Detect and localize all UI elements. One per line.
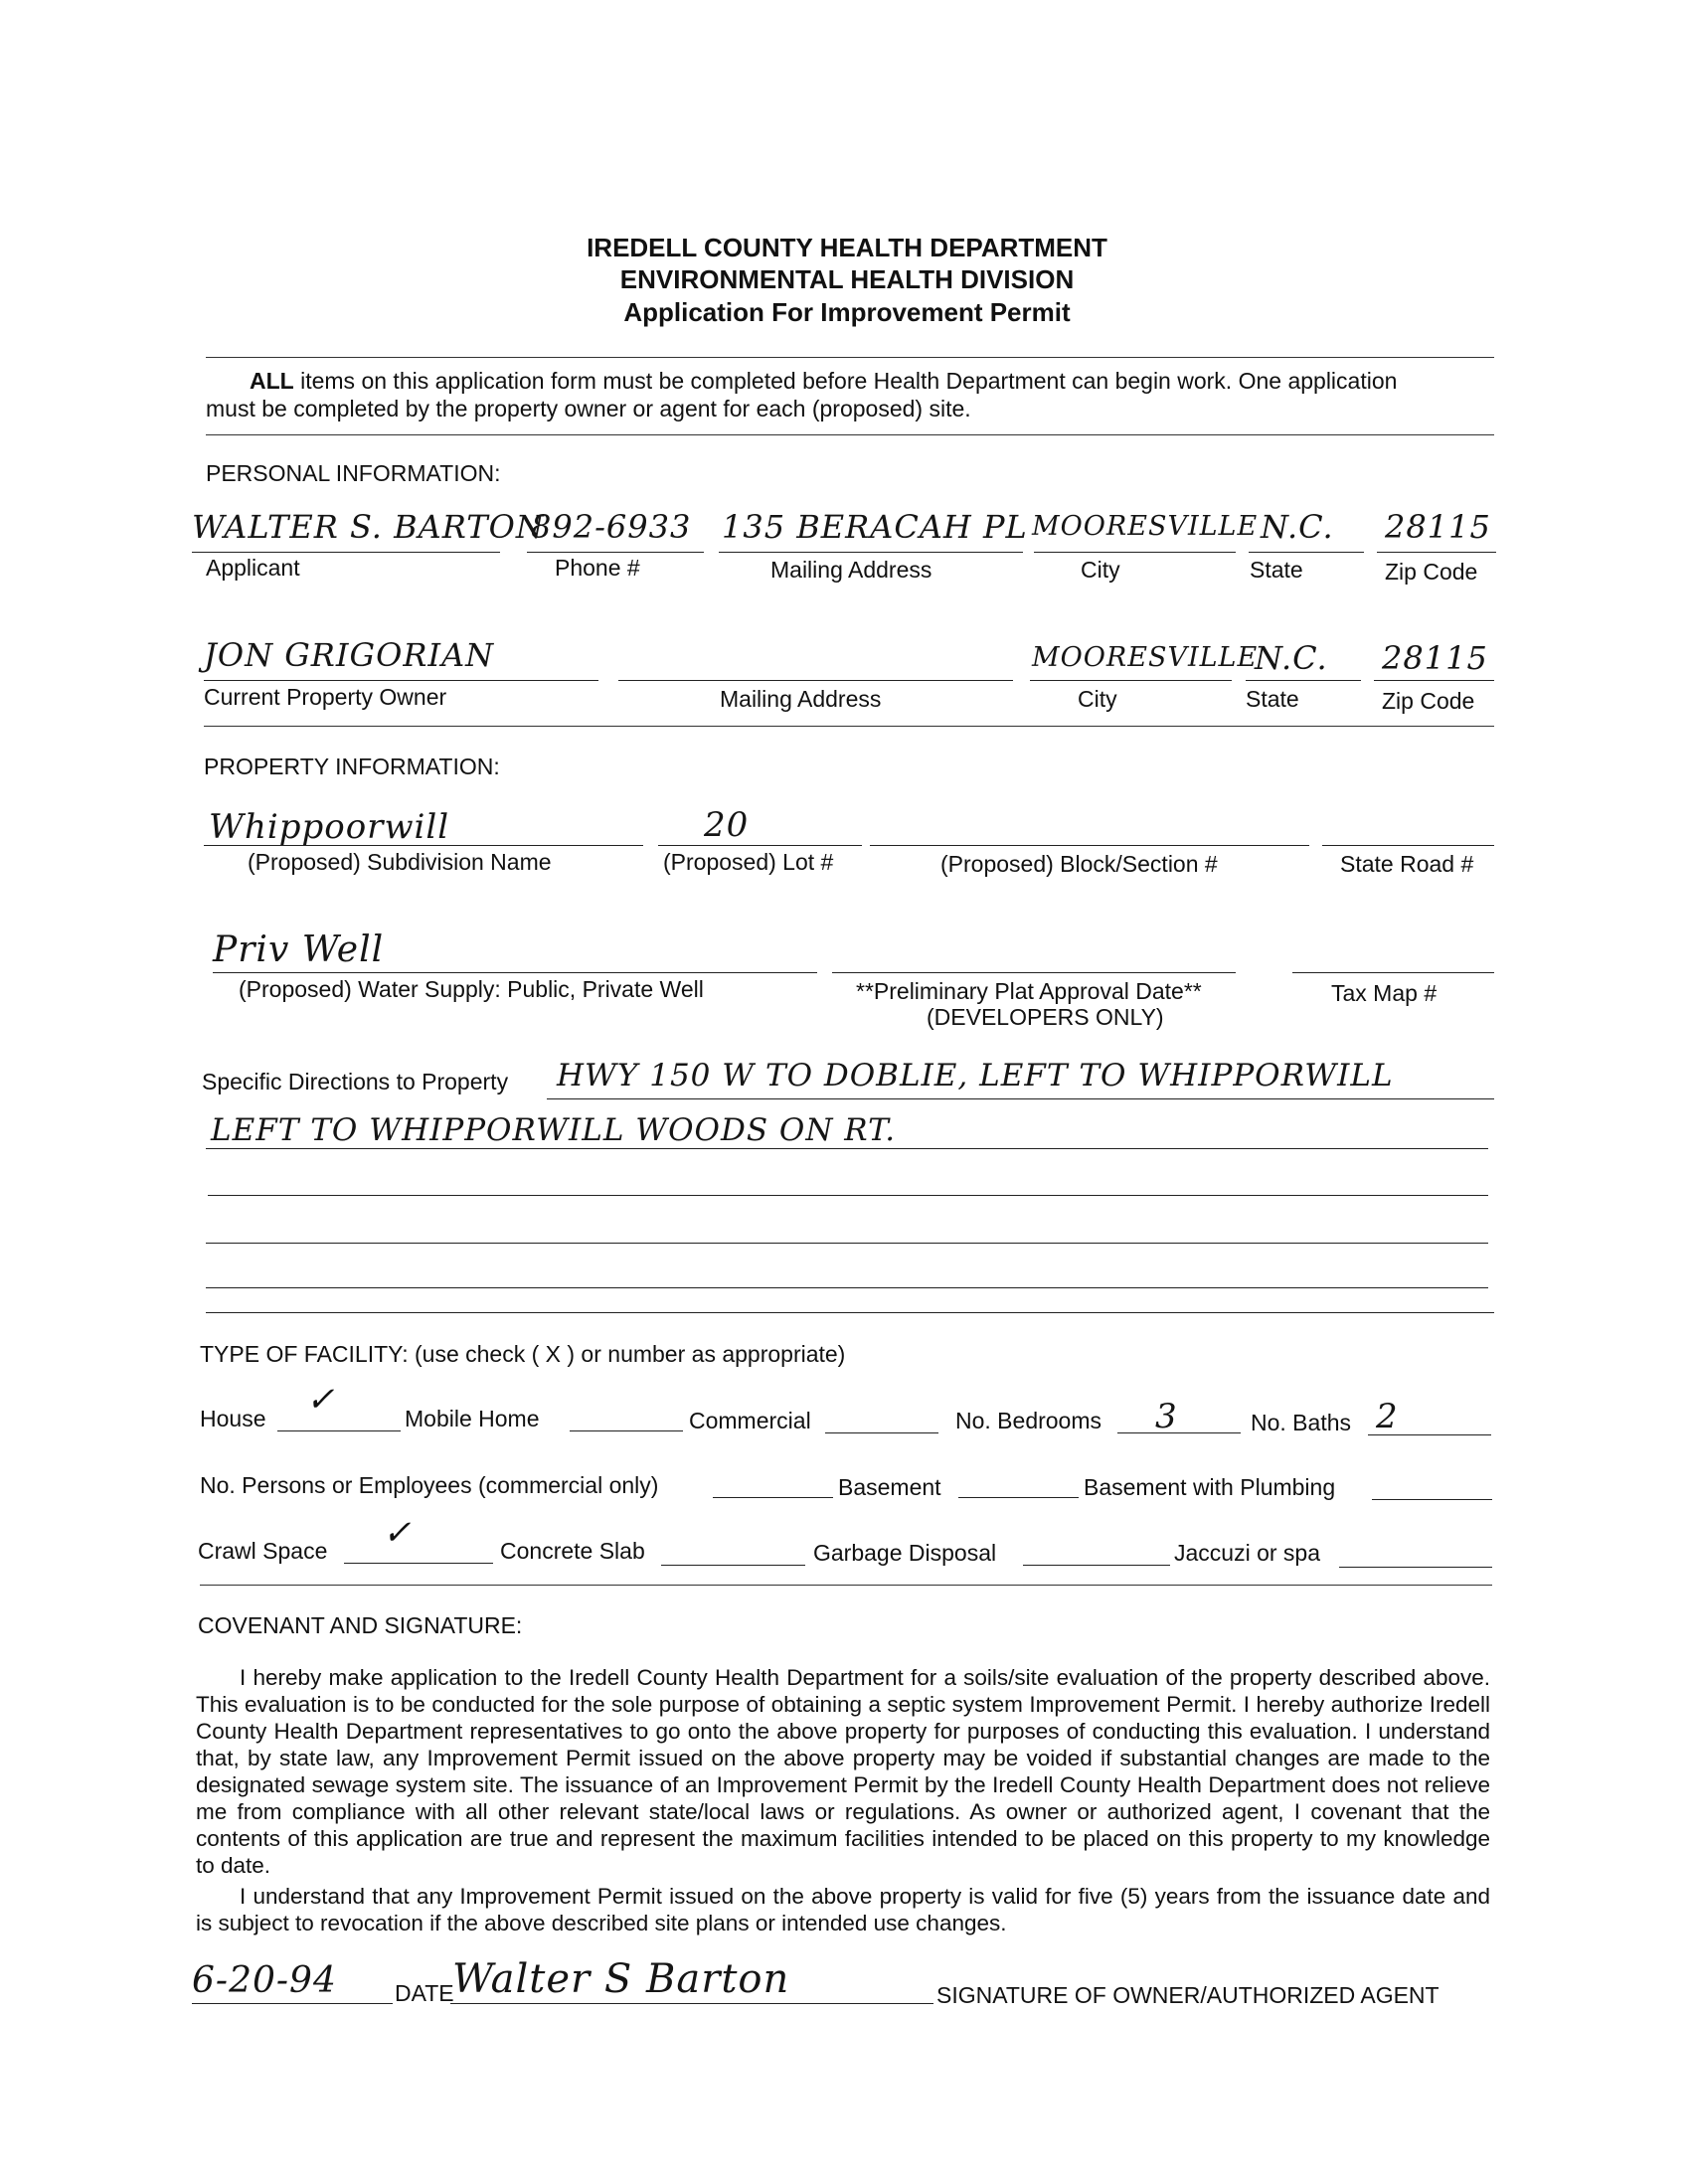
intro-line-2: must be completed by the property owner or agent for each (proposed) site. <box>206 396 971 421</box>
persons-label: No. Persons or Employees (commercial only) <box>200 1472 659 1498</box>
applicant-address-value[interactable]: 135 BERACAH PL <box>722 508 1028 546</box>
house-label: House <box>200 1406 266 1431</box>
top-rule <box>206 357 1494 358</box>
header-line-2: ENVIRONMENTAL HEALTH DIVISION <box>619 264 1075 294</box>
applicant-label: Applicant <box>206 555 300 581</box>
basement-plumbing-label: Basement with Plumbing <box>1084 1474 1336 1500</box>
baths-value[interactable]: 2 <box>1376 1397 1399 1436</box>
tax-map-label: Tax Map # <box>1331 980 1438 1006</box>
owner-city-label: City <box>1078 686 1117 712</box>
crawl-space-checkmark-value[interactable]: ✓ <box>383 1513 412 1553</box>
lot-value[interactable]: 20 <box>704 805 750 845</box>
subdivision-value[interactable]: Whippoorwill <box>209 807 450 847</box>
signature-value[interactable]: Walter S Barton <box>452 1956 790 2002</box>
mailing-address-label: Mailing Address <box>770 557 932 583</box>
applicant-phone-value[interactable]: 892-6933 <box>531 508 692 546</box>
facility-rule <box>200 1585 1492 1586</box>
developers-only-label: (DEVELOPERS ONLY) <box>927 1004 1164 1030</box>
jacuzzi-label: Jaccuzi or spa <box>1174 1540 1321 1566</box>
water-supply-label: (Proposed) Water Supply: Public, Private Well <box>239 976 704 1002</box>
plat-approval-label: **Preliminary Plat Approval Date** <box>856 978 1202 1004</box>
basement-label: Basement <box>838 1474 941 1500</box>
city-label: City <box>1081 557 1120 583</box>
intro-rule <box>206 434 1494 435</box>
directions-label: Specific Directions to Property <box>202 1069 509 1094</box>
bedrooms-value[interactable]: 3 <box>1155 1397 1178 1436</box>
applicant-name-value[interactable]: WALTER S. BARTON <box>192 508 545 546</box>
bedrooms-label: No. Bedrooms <box>955 1408 1102 1433</box>
personal-heading: PERSONAL INFORMATION: <box>206 460 501 486</box>
lot-label: (Proposed) Lot # <box>663 849 834 875</box>
owner-state-label: State <box>1246 686 1299 712</box>
date-value[interactable]: 6-20-94 <box>192 1960 337 2001</box>
covenant-heading: COVENANT AND SIGNATURE: <box>198 1612 523 1638</box>
applicant-state-value[interactable]: N.C. <box>1261 508 1334 546</box>
water-supply-value[interactable]: Priv Well <box>213 929 385 970</box>
intro-line-1: ALL items on this application form must be completed before Health Department can begin work. One application <box>250 368 1398 394</box>
covenant-paragraph-2: I understand that any Improvement Permit issued on the above property is valid for five (5) years from the issuance date and is subject to revocation if the above described site plans or intended use changes. <box>196 1884 1490 1935</box>
concrete-slab-label: Concrete Slab <box>500 1538 645 1564</box>
signature-label: SIGNATURE OF OWNER/AUTHORIZED AGENT <box>936 1982 1440 2008</box>
property-heading: PROPERTY INFORMATION: <box>204 754 500 779</box>
owner-zip-value[interactable]: 28115 <box>1382 639 1488 677</box>
directions-line-1[interactable]: HWY 150 W TO DOBLIE, LEFT TO WHIPPORWILL <box>557 1058 1394 1093</box>
date-label: DATE <box>395 1980 454 2006</box>
block-label: (Proposed) Block/Section # <box>940 851 1218 877</box>
state-road-label: State Road # <box>1340 851 1474 877</box>
mobile-home-label: Mobile Home <box>405 1406 540 1431</box>
owner-label: Current Property Owner <box>204 684 447 710</box>
owner-name-value[interactable]: JON GRIGORIAN <box>204 636 495 674</box>
header-line-3: Application For Improvement Permit <box>623 297 1071 327</box>
crawl-space-label: Crawl Space <box>198 1538 328 1564</box>
owner-state-value[interactable]: N.C. <box>1255 639 1328 677</box>
applicant-zip-value[interactable]: 28115 <box>1385 508 1491 546</box>
owner-city-value[interactable]: MOORESVILLE <box>1032 642 1259 673</box>
baths-label: No. Baths <box>1251 1410 1351 1435</box>
owner-zip-label: Zip Code <box>1382 688 1475 714</box>
state-label: State <box>1250 557 1303 583</box>
directions-line-2[interactable]: LEFT TO WHIPPORWILL WOODS ON RT. <box>211 1112 897 1148</box>
zip-label: Zip Code <box>1385 559 1478 585</box>
applicant-city-value[interactable]: MOORESVILLE <box>1032 511 1259 542</box>
phone-label: Phone # <box>555 555 640 581</box>
house-checkmark-value[interactable]: ✓ <box>306 1380 335 1420</box>
covenant-paragraph-1: I hereby make application to the Iredell County Health Department for a soils/site evaluation of the property described above. This evaluation is to be conducted for the sole purpose of obtaining a septic system Improvement Permit. I hereby authorize Iredell County Health Department representatives to go onto the above property for purposes of conducting this evaluation. I understand that, by state law, any Improvement Permit issued on the above property may be voided if substantial changes are made to the designated sewage system site. The issuance of an Improvement Permit by the Iredell County Health Department does not relieve me from compliance with all other relevant state/local laws or regulations. As owner or authorized agent, I covenant that the contents of this application are true and represent the maximum facilities intended to be placed on this property to my knowledge to date. <box>196 1665 1490 1878</box>
garbage-disposal-label: Garbage Disposal <box>813 1540 997 1566</box>
owner-mailing-address-label: Mailing Address <box>720 686 882 712</box>
subdivision-label: (Proposed) Subdivision Name <box>248 849 552 875</box>
header-line-1: IREDELL COUNTY HEALTH DEPARTMENT <box>587 233 1107 262</box>
commercial-label: Commercial <box>689 1408 811 1433</box>
personal-rule <box>204 726 1494 727</box>
facility-heading: TYPE OF FACILITY: (use check ( X ) or number as appropriate) <box>200 1341 846 1367</box>
